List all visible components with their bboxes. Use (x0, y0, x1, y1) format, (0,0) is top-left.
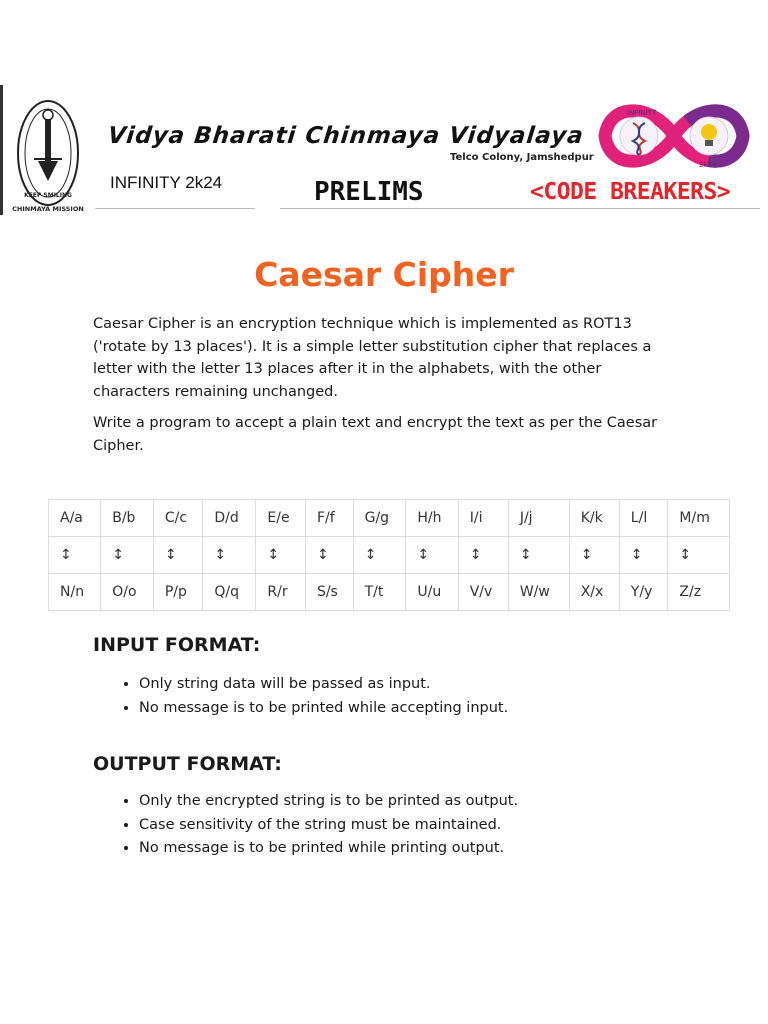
list-item: • Only string data will be passed as input. (139, 673, 508, 697)
list-item: • Only the encrypted string is to be printed as output. (139, 790, 518, 814)
table-cell: J/j (508, 500, 569, 537)
logo-year: 2k24 (699, 161, 717, 169)
logo-text: INFINITY (627, 109, 657, 117)
table-row (49, 574, 730, 611)
header-divider (280, 208, 760, 209)
round-name: PRELIMS (314, 177, 424, 207)
school-location: Telco Colony, Jamshedpur (450, 152, 594, 163)
arrow-cell: ↕ (101, 537, 154, 574)
table-cell: C/c (153, 500, 203, 537)
table-cell: R/r (256, 574, 306, 611)
page-title: Caesar Cipher (254, 255, 514, 294)
infinity-logo-icon (595, 95, 753, 177)
header-left-rule (0, 85, 3, 215)
arrow-cell: ↕ (203, 537, 256, 574)
arrow-cell: ↕ (569, 537, 619, 574)
table-cell: N/n (49, 574, 101, 611)
table-cell: E/e (256, 500, 306, 537)
arrow-cell: ↕ (406, 537, 458, 574)
table-cell: T/t (353, 574, 406, 611)
arrow-cell: ↕ (305, 537, 353, 574)
description-paragraph: Caesar Cipher is an encryption technique which is implemented as ROT13 ('rotate by 13 places'). It is a simple letter substitution cipher that replaces a letter with the letter 13 places after it in the alphabets, with the other characters remaining unchanged. (93, 316, 652, 400)
list-item: • Case sensitivity of the string must be maintained. (139, 814, 518, 838)
arrow-cell: ↕ (49, 537, 101, 574)
list-item: • No message is to be printed while accepting input. (139, 697, 508, 721)
arrow-cell: ↕ (619, 537, 668, 574)
page-header (0, 85, 768, 220)
list-item: • No message is to be printed while printing output. (139, 837, 518, 861)
school-name: Vidya Bharati Chinmaya Vidyalaya (106, 123, 586, 149)
contest-name: <CODE BREAKERS> (530, 179, 731, 205)
table-cell: W/w (508, 574, 569, 611)
table-cell: Q/q (203, 574, 256, 611)
table-cell: H/h (406, 500, 458, 537)
table-cell: G/g (353, 500, 406, 537)
table-cell: V/v (458, 574, 508, 611)
arrow-cell: ↕ (668, 537, 730, 574)
table-cell: O/o (101, 574, 154, 611)
table-cell: X/x (569, 574, 619, 611)
table-cell: K/k (569, 500, 619, 537)
table-cell: M/m (668, 500, 730, 537)
seal-motto: KEEP SMILING (24, 192, 72, 199)
input-format-heading: INPUT FORMAT: (93, 634, 261, 656)
output-format-heading: OUTPUT FORMAT: (93, 753, 282, 775)
table-cell: L/l (619, 500, 668, 537)
table-cell: I/i (458, 500, 508, 537)
school-seal-icon (4, 89, 92, 215)
header-divider (95, 208, 255, 209)
arrow-cell: ↕ (153, 537, 203, 574)
table-cell: Z/z (668, 574, 730, 611)
table-row (49, 500, 730, 537)
arrow-cell: ↕ (353, 537, 406, 574)
table-cell: A/a (49, 500, 101, 537)
event-name: INFINITY 2k24 (110, 173, 223, 192)
table-row (49, 537, 730, 574)
arrow-cell: ↕ (256, 537, 306, 574)
table-cell: S/s (305, 574, 353, 611)
input-format-list (93, 673, 508, 720)
table-cell: F/f (305, 500, 353, 537)
table-cell: B/b (101, 500, 154, 537)
arrow-cell: ↕ (508, 537, 569, 574)
seal-bottom-text: CHINMAYA MISSION (12, 205, 84, 213)
table-cell: U/u (406, 574, 458, 611)
task-paragraph: Write a program to accept a plain text and encrypt the text as per the Caesar Cipher. (93, 415, 658, 454)
cipher-table (48, 499, 730, 611)
output-format-list (93, 790, 518, 861)
table-cell: Y/y (619, 574, 668, 611)
table-cell: P/p (153, 574, 203, 611)
table-cell: D/d (203, 500, 256, 537)
arrow-cell: ↕ (458, 537, 508, 574)
